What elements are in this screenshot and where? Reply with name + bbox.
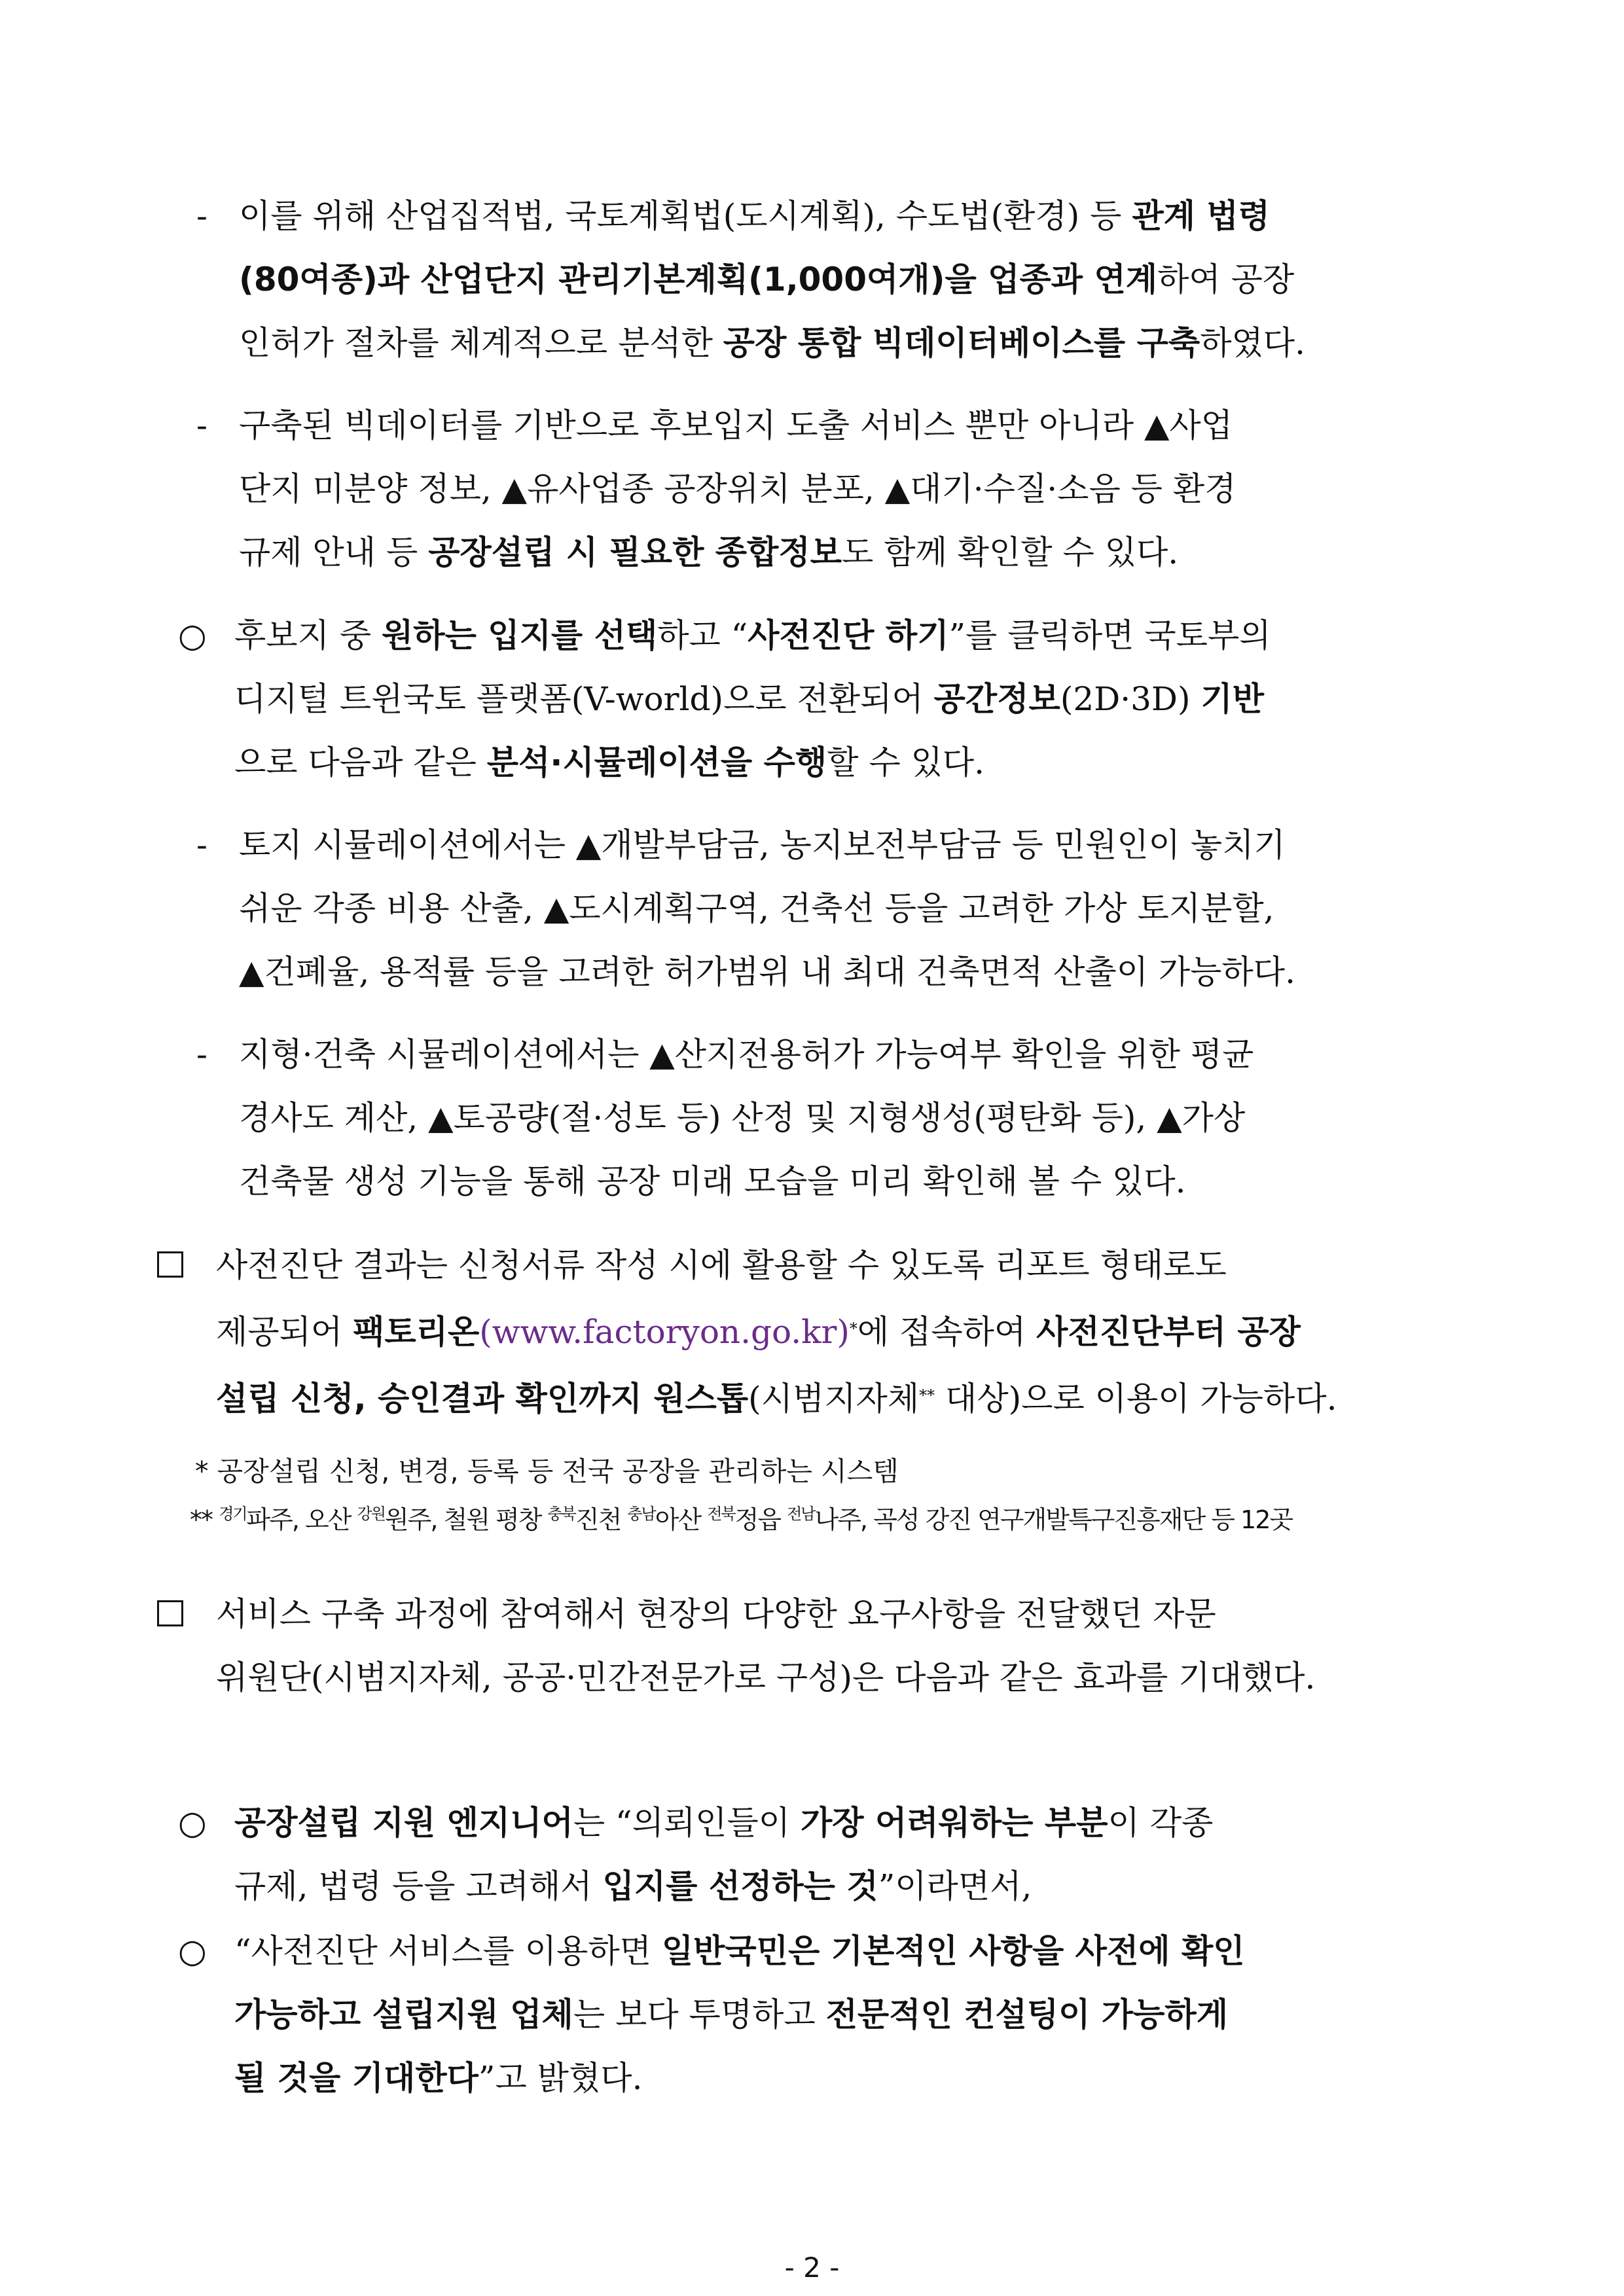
footnote-marker: * [849, 1319, 857, 1338]
body-text: 위원단(시범지자체, 공공·민간전문가로 구성)은 다음과 같은 효과를 기대했다. [216, 1659, 1316, 1696]
bullet-marker: - [196, 197, 208, 235]
body-text: 이 각종 [1108, 1804, 1214, 1842]
emphasis-text: 기반 [1200, 680, 1265, 718]
emphasis-text: 분석·시뮬레이션을 수행 [486, 744, 827, 781]
footnote-text: ** [190, 1505, 219, 1534]
text-line [239, 185, 1456, 248]
body-text: 서비스 구축 과정에 참여해서 현장의 다양한 요구사항을 전달했던 자문 [216, 1595, 1216, 1633]
text-line [239, 1150, 1456, 1213]
body-text: 하고 “ [657, 617, 748, 655]
footnote-1: * 공장설립 신청, 변경, 등록 등 전국 공장을 관리하는 시스템 [195, 1456, 899, 1487]
bullet-marker [157, 1234, 183, 1297]
emphasis-text: 사전진단 하기 [748, 617, 949, 655]
region-superscript: 전북 [707, 1505, 735, 1523]
footnote-2 [190, 1494, 1292, 1539]
text-line [234, 1791, 1456, 1855]
body-text: 인허가 절차를 체계적으로 분석한 [239, 324, 723, 362]
region-superscript: 전남 [787, 1505, 815, 1523]
paragraph [234, 1920, 1456, 2110]
paragraph [239, 185, 1456, 375]
body-text: 대상)으로 이용이 가능하다. [935, 1380, 1337, 1418]
checkbox-square-icon [157, 1251, 183, 1278]
body-text: 하여 공장 [1157, 260, 1295, 298]
body-text: 지형·건축 시뮬레이션에서는 ▲산지전용허가 가능여부 확인을 위한 평균 [239, 1035, 1254, 1073]
emphasis-text: 원하는 입지를 선택 [382, 617, 658, 655]
text-line [239, 1023, 1456, 1086]
body-text: 구축된 빅데이터를 기반으로 후보입지 도출 서비스 뿐만 아니라 ▲사업 [239, 406, 1233, 444]
text-line [216, 1583, 1456, 1646]
emphasis-text: 가능하고 설립지원 업체 [234, 1996, 573, 2034]
bullet-marker: - [196, 1035, 208, 1073]
emphasis-text: (80여종)과 산업단지 관리기본계획(1,000여개)을 업종과 연계 [239, 260, 1158, 298]
text-line [234, 604, 1456, 668]
paragraph [234, 604, 1456, 795]
emphasis-text: 전문적인 컨설팅이 가능하게 [825, 1996, 1229, 2034]
emphasis-text: 팩토리온 [353, 1313, 480, 1351]
region-superscript: 경기 [219, 1505, 247, 1523]
body-text: (시범지자체 [748, 1380, 920, 1418]
emphasis-text: 설립 신청, 승인결과 확인까지 원스톱 [216, 1380, 749, 1418]
text-line [234, 731, 1456, 795]
footnote-text: 아산 [655, 1505, 708, 1534]
body-text: 하였다. [1200, 324, 1305, 362]
body-text: 토지 시뮬레이션에서는 ▲개발부담금, 농지보전부담금 등 민원인이 놓치기 [239, 826, 1286, 864]
text-line [239, 457, 1456, 521]
footnote-marker: ** [919, 1386, 935, 1405]
body-text: ”고 밝혔다. [478, 2059, 643, 2097]
paragraph [234, 1791, 1456, 1918]
bullet-marker: ○ [178, 617, 207, 655]
body-text: ”이라면서, [878, 1867, 1032, 1905]
paragraph [239, 814, 1456, 1004]
emphasis-text: 공간정보 [933, 680, 1060, 718]
bullet-marker: - [196, 826, 208, 864]
body-text: 경사도 계산, ▲토공량(절·성토 등) 산정 및 지형생성(평탄화 등), ▲가상 [239, 1099, 1246, 1137]
body-text: 으로 다음과 같은 [234, 744, 487, 781]
text-line [239, 877, 1456, 941]
body-text: ▲건폐율, 용적률 등을 고려한 허가범위 내 최대 건축면적 산출이 가능하다. [239, 953, 1295, 991]
text-line [239, 941, 1456, 1004]
text-line [239, 312, 1456, 375]
body-text: 후보지 중 [234, 617, 382, 655]
text-line [234, 668, 1456, 731]
footnote-text: 파주, 오산 [246, 1505, 357, 1534]
bullet-marker: ○ [178, 1932, 207, 1970]
body-text: 제공되어 [216, 1313, 353, 1351]
text-line [216, 1646, 1456, 1710]
text-line [216, 1234, 1456, 1297]
footnote-text: 원주, 철원 평창 [384, 1505, 548, 1534]
text-line [234, 1855, 1456, 1918]
text-line [239, 248, 1456, 312]
body-text: 단지 미분양 정보, ▲유사업종 공장위치 분포, ▲대기·수질·소음 등 환경 [239, 470, 1236, 508]
emphasis-text: 공장설립 시 필요한 종합정보 [428, 533, 842, 571]
emphasis-text: 사전진단부터 공장 [1036, 1313, 1301, 1351]
text-line [234, 2047, 1456, 2110]
emphasis-text: 관계 법령 [1132, 197, 1270, 235]
paragraph [239, 394, 1456, 584]
text-line [239, 521, 1456, 584]
body-text: 건축물 생성 기능을 통해 공장 미래 모습을 미리 확인해 볼 수 있다. [239, 1162, 1186, 1200]
bullet-marker [157, 1583, 183, 1646]
body-text: 규제 안내 등 [239, 533, 429, 571]
bullet-marker: - [196, 406, 208, 444]
text-line [239, 1086, 1456, 1150]
body-text: 규제, 법령 등을 고려해서 [234, 1867, 603, 1905]
body-text: “사전진단 서비스를 이용하면 [234, 1932, 662, 1970]
body-text: ”를 클릭하면 국토부의 [948, 617, 1271, 655]
region-superscript: 충남 [627, 1505, 655, 1523]
emphasis-text: 공장 통합 빅데이터베이스를 구축 [723, 324, 1200, 362]
text-line [239, 814, 1456, 877]
body-text: 쉬운 각종 비용 산출, ▲도시계획구역, 건축선 등을 고려한 가상 토지분할, [239, 889, 1274, 927]
body-text: 할 수 있다. [827, 744, 985, 781]
emphasis-text: 가장 어려워하는 부분 [800, 1804, 1108, 1842]
text-line [234, 1983, 1456, 2047]
footnote-text: 나주, 곡성 강진 연구개발특구진흥재단 등 12곳 [814, 1505, 1293, 1534]
paragraph [216, 1234, 1456, 1431]
text-line [216, 1364, 1456, 1431]
factoryon-link[interactable]: (www.factoryon.go.kr) [479, 1313, 850, 1351]
emphasis-text: 될 것을 기대한다 [234, 2059, 478, 2097]
emphasis-text: 공장설립 지원 엔지니어 [234, 1804, 573, 1842]
text-line [234, 1920, 1456, 1983]
body-text: (2D·3D) [1060, 680, 1201, 718]
page-number: - 2 - [784, 2251, 840, 2284]
checkbox-square-icon [157, 1600, 183, 1626]
footnote-text: 정읍 [734, 1505, 787, 1534]
footnote-text: 진천 [575, 1505, 628, 1534]
body-text: 디지털 트윈국토 플랫폼(V-world)으로 전환되어 [234, 680, 934, 718]
body-text: 사전진단 결과는 신청서류 작성 시에 활용할 수 있도록 리포트 형태로도 [216, 1246, 1227, 1284]
emphasis-text: 입지를 선정하는 것 [602, 1867, 878, 1905]
body-text: 이를 위해 산업집적법, 국토계획법(도시계획), 수도법(환경) 등 [239, 197, 1132, 235]
bullet-marker: ○ [178, 1804, 207, 1842]
body-text: 는 보다 투명하고 [573, 1996, 826, 2034]
emphasis-text: 일반국민은 기본적인 사항을 사전에 확인 [661, 1932, 1245, 1970]
region-superscript: 충북 [547, 1505, 575, 1523]
region-superscript: 강원 [357, 1505, 385, 1523]
body-text: 도 함께 확인할 수 있다. [842, 533, 1179, 571]
text-line [216, 1297, 1456, 1364]
body-text: 는 “의뢰인들이 [573, 1804, 801, 1842]
body-text: 에 접속하여 [857, 1313, 1037, 1351]
text-line [239, 394, 1456, 457]
paragraph [239, 1023, 1456, 1213]
paragraph [216, 1583, 1456, 1710]
